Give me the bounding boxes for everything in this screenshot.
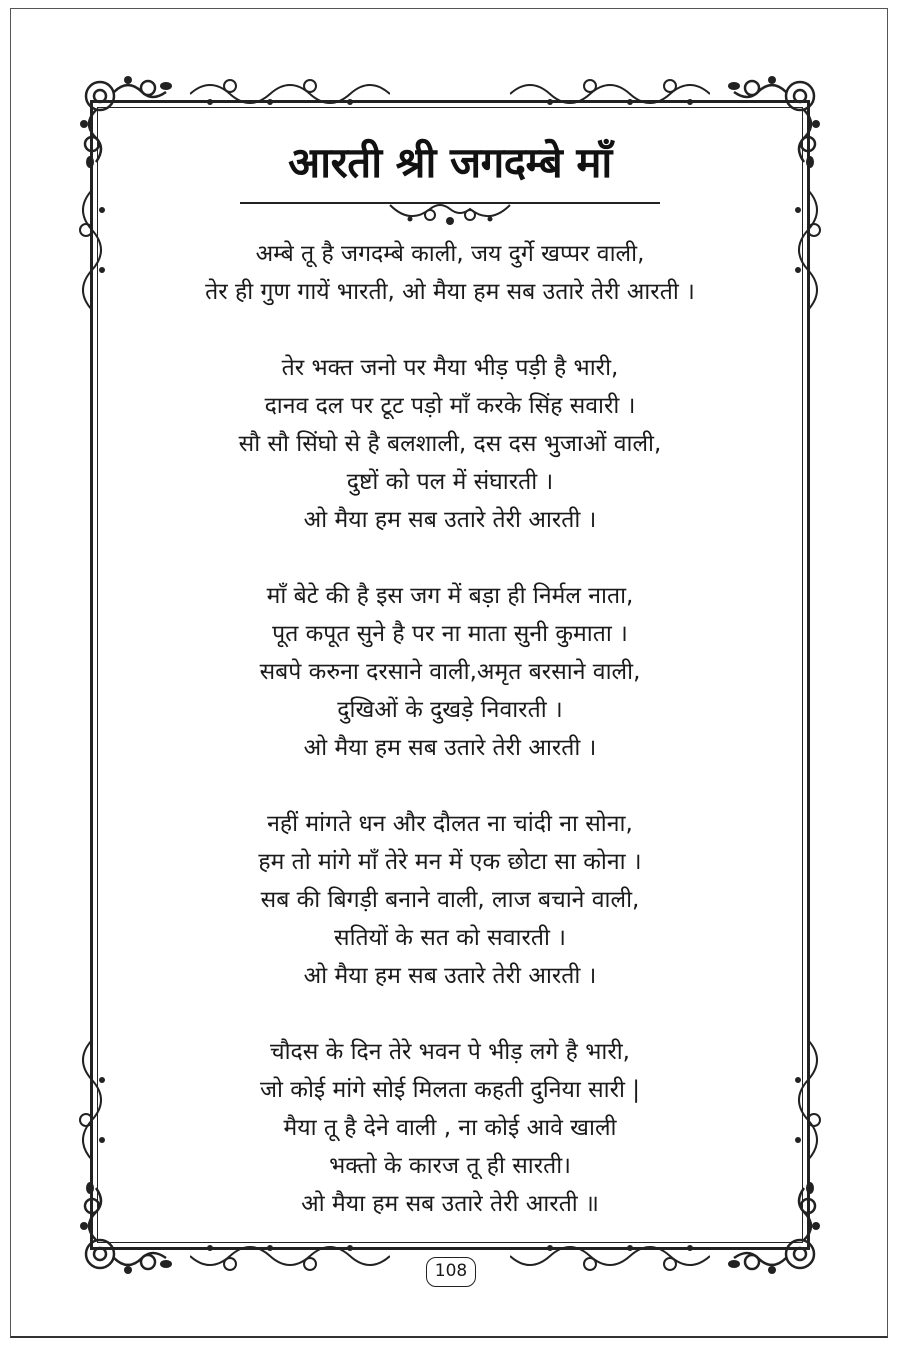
aarti-content bbox=[110, 125, 790, 1223]
stanza bbox=[110, 235, 790, 311]
stanza bbox=[110, 349, 790, 539]
verse-line: नहीं मांगते धन और दौलत ना चांदी ना सोना, bbox=[267, 811, 633, 837]
flourish-left-top-icon bbox=[72, 190, 112, 320]
flourish-divider-icon bbox=[240, 191, 660, 231]
stanza bbox=[110, 577, 790, 767]
verse-line: दुष्टों को पल में संघारती । bbox=[346, 469, 554, 495]
verse-line: दानव दल पर टूट पड़ो माँ करके सिंह सवारी । bbox=[264, 393, 636, 419]
flourish-bottom-right-icon bbox=[510, 1238, 710, 1278]
verse-line: ओ मैया हम सब उतारे तेरी आरती । bbox=[303, 963, 597, 989]
verse-line: सबपे करुना दरसाने वाली,अमृत बरसाने वाली, bbox=[259, 659, 641, 685]
stanza bbox=[110, 805, 790, 995]
verse-line: चौदस के दिन तेरे भवन पे भीड़ लगे है भारी, bbox=[269, 1039, 630, 1065]
page-title: आरती श्री जगदम्बे माँ bbox=[288, 138, 612, 187]
flourish-right-top-icon bbox=[788, 190, 828, 320]
flourish-right-bottom-icon bbox=[788, 1040, 828, 1170]
verse-line: माँ बेटे की है इस जग में बड़ा ही निर्मल नाता, bbox=[266, 583, 634, 609]
verse-line: जो कोई मांगे सोई मिलता कहती दुनिया सारी | bbox=[259, 1077, 641, 1103]
flourish-left-bottom-icon bbox=[72, 1040, 112, 1170]
flourish-bottom-left-icon bbox=[190, 1238, 390, 1278]
verse-line: सब की बिगड़ी बनाने वाली, लाज बचाने वाली, bbox=[260, 887, 640, 913]
verse-line: ओ मैया हम सब उतारे तेरी आरती । bbox=[303, 507, 597, 533]
verse-line: तेर ही गुण गायें भारती, ओ मैया हम सब उतारे तेरी आरती । bbox=[205, 279, 695, 305]
verse-line: अम्बे तू है जगदम्बे काली, जय दुर्गे खप्पर वाली, bbox=[255, 241, 645, 267]
flourish-top-right-icon bbox=[510, 72, 710, 112]
verse-line: भक्तो के कारज तू ही सारती। bbox=[329, 1153, 571, 1179]
verse-line: तेर भक्त जनो पर मैया भीड़ पड़ी है भारी, bbox=[281, 355, 619, 381]
verse-line: ओ मैया हम सब उतारे तेरी आरती । bbox=[303, 735, 597, 761]
stanza bbox=[110, 1033, 790, 1223]
flourish-top-left-icon bbox=[190, 72, 390, 112]
verse-line: दुखिओं के दुखड़े निवारती । bbox=[337, 697, 563, 723]
verse-line: हम तो मांगे माँ तेरे मन में एक छोटा सा कोना । bbox=[258, 849, 642, 875]
page-number: 108 bbox=[426, 1257, 476, 1287]
verse-line: सतियों के सत को सवारती । bbox=[334, 925, 566, 951]
verse-line: सौ सौ सिंघो से है बलशाली, दस दस भुजाओं वाली, bbox=[238, 431, 662, 457]
verse-line: ओ मैया हम सब उतारे तेरी आरती ॥ bbox=[301, 1191, 599, 1217]
verse-line: मैया तू है देने वाली , ना कोई आवे खाली bbox=[283, 1115, 617, 1141]
verse-line: पूत कपूत सुने है पर ना माता सुनी कुमाता । bbox=[272, 621, 628, 647]
